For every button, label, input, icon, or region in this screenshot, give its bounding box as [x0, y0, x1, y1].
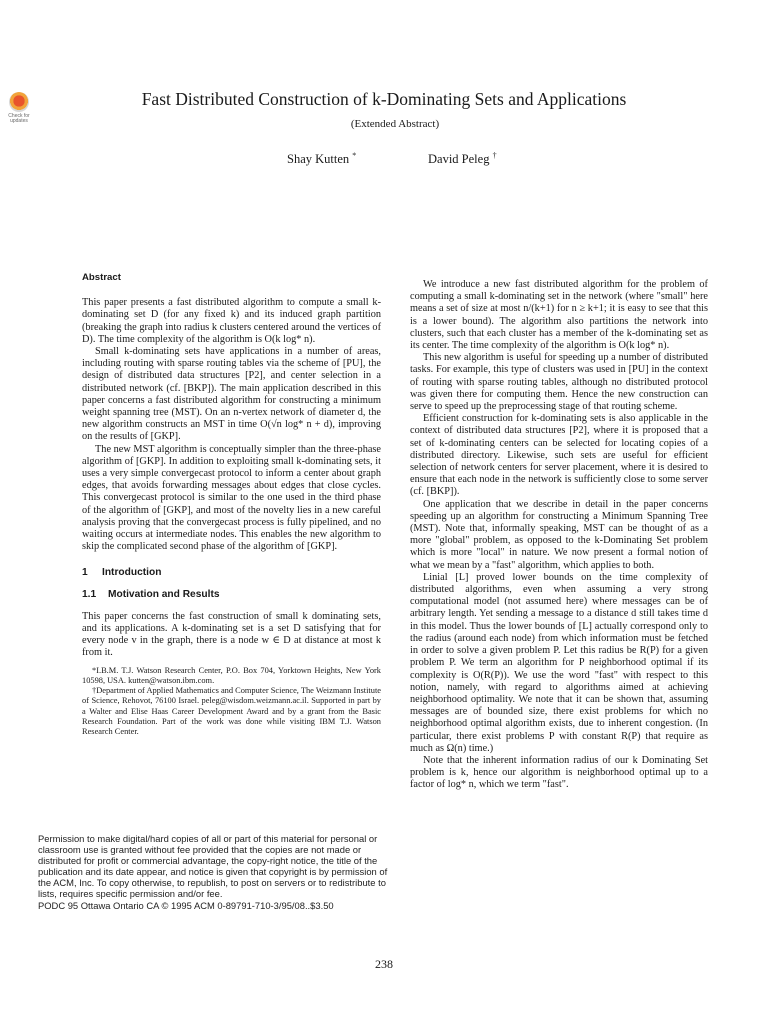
section-1-1-title: Motivation and Results — [108, 588, 220, 600]
paper-subtitle: (Extended Abstract) — [350, 118, 440, 130]
right-paragraph-4: One application that we describe in detail in the paper concerns speeding up an algorithm for constructing a Minimum Spanning Tree (MST). Note that, informally speaking, MST can be thought of as a more "global" problem, as opposed to the k-Dominating Set problem which is more "local" in nature. We now present a formal notion of what we mean by a "fast" algorithm, which applies to both. — [410, 498, 708, 571]
footnote-1: *I.B.M. T.J. Watson Research Center, P.O. Box 704, Yorktown Heights, New York 10598, USA. kutten@watson.ibm.com. — [82, 665, 381, 685]
paper-title: Fast Distributed Construction of k-Dominating Sets and Applications — [141, 89, 627, 109]
section-1-1-heading — [82, 589, 381, 601]
abstract-paragraph-1: This paper presents a fast distributed algorithm to compute a small k-dominating set D (for any fixed k) and its induced graph partition (breaking the graph into radius k clusters centered around the vertices of D). The time complexity of the algorithm is O(k log* n). — [82, 297, 381, 345]
abstract-heading: Abstract — [82, 272, 121, 283]
permission-text: Permission to make digital/hard copies of all or part of this material for personal or classroom use is granted without fee provided that the copies are not made or distributed for profit or commercial advantage, the copy-right notice, the title of the publication and its date appear, and notice is given that copyright is by permission of the ACM, Inc. To copy otherwise, to republish, to post on servers or to redistribute to lists, requires specific permission and/or fee. — [38, 833, 388, 900]
badge-label: Check for updates — [8, 113, 30, 124]
abstract-paragraph-3: The new MST algorithm is conceptually simpler than the three-phase algorithm of [GKP]. In addition to exploiting small k-dominating sets, it uses a very simple convergecast protocol to inform a center about graph edges, that avoids forwarding messages about edges that close cycles. This convergecast protocol is similar to the one used in the third phase of the algorithm of [GKP], and most of the novelty lies in a new careful analysis proving that the convergecast process is fully pipelined, and no waiting occurs at intermediate nodes. This enables the new algorithm to skip the complicated second phase of the algorithm of [GKP]. — [82, 443, 381, 553]
right-paragraph-1: We introduce a new fast distributed algorithm for the problem of computing a small k-dominating set in the network (where "small" here means a set of size at most n/(k+1) for n ≥ k+1; it is easy to see that this is a lower bound). The algorithm also partitions the network into clusters, such that each cluster has a member of the k-dominating set as its center. The time complexity of the algorithm is O(k log* n). — [410, 279, 708, 352]
abstract-paragraph-2: Small k-dominating sets have applications in a number of areas, including routing with sparse routing tables via the scheme of [PU], the design of distributed data structures [P2], and center selection in a distributed network (cf. [BKP]). The main application described in this paper concerns a fast distributed algorithm for constructing a minimum weight spanning tree (MST). On an n-vertex network of diameter d, the new algorithm constructs an MST in time O(√n log* n + d), improving on the results of [GKP]. — [82, 346, 381, 443]
author-1-mark: * — [352, 151, 357, 160]
right-paragraph-5: Linial [L] proved lower bounds on the time complexity of distributed algorithms, even when assuming a very strong computational model (not assumed here) where messages can be of arbitrary length. Yet sending a message to a distance d still takes time d in this model. Thus the lower bounds of [L] actually correspond only to the radius (around each node) from which information must be fetched in order to solve a given problem P. Let this radius be R(P) for a given problem P. We term an algorithm for P neighborhood optimal if its complexity is O(R(P)). We use the word "fast" with respect to this notion, namely, with regard to algorithms aimed at achieving neighborhood optimality. We note that it can be shown that, assuming messages are of bounded size, there exist problems for which no neighborhood optimal algorithm exists, due to inherent congestion. (In particular, there exist problems P with constant R(P) that require as much as Ω(n) time.) — [410, 571, 708, 754]
author-1-name: Shay Kutten — [287, 152, 350, 167]
right-paragraph-6: Note that the inherent information radius of our k Dominating Set problem is k, hence our algorithm is neighborhood optimal up to a factor of log* n, which we term "fast". — [410, 754, 708, 791]
section-1-heading — [82, 567, 381, 579]
section-1-title: Introduction — [102, 567, 162, 579]
right-column — [410, 279, 708, 792]
section-1-1-number: 1.1 — [82, 588, 97, 600]
right-paragraph-2: This new algorithm is useful for speeding up a number of distributed tasks. For example, this type of clusters was used in [PU] in the context of routing with sparse routing tables, although no distributed protocol was given there for computing them. Hence the new construction can serve to speed up the preprocessing stage of that routing scheme. — [410, 352, 708, 413]
left-column — [82, 272, 381, 737]
author-2-name: David Peleg — [428, 152, 490, 167]
page-number: 238 — [375, 957, 393, 971]
author-1 — [287, 151, 356, 167]
footnotes — [82, 666, 381, 737]
intro-paragraph: This paper concerns the fast construction of small k dominating sets, and its applications. A k-dominating set is a set D satisfying that for every node v in the graph, there is a node w ∈ D at distance at most k from it. — [82, 610, 381, 659]
copyright-line: PODC 95 Ottawa Ontario CA © 1995 ACM 0-89791-710-3/95/08..$3.50 — [38, 899, 334, 911]
author-2-mark: † — [492, 151, 497, 160]
right-paragraph-3: Efficient construction for k-dominating sets is also applicable in the context of distributed data structures [P2], where it is proposed that a set of k-dominating centers can be selected for locating copies of a distributed directory. Likewise, such sets are useful for efficient selection of network centers for server placement, where it is desired to ensure that each node in the network is sufficiently close to some server (cf. [BKP]). — [410, 413, 708, 498]
author-2 — [428, 151, 497, 167]
permission-notice — [38, 833, 396, 911]
section-1-number: 1 — [82, 567, 88, 579]
footnote-2: †Department of Applied Mathematics and Computer Science, The Weizmann Institute of Science, Rehovot, 76100 Israel. peleg@wisdom.weizmann.ac.il. Supported in part by a Walter and Elise Haas Career Development Award and by a grant from the Basic Research Foundation. Part of the work was done while visiting IBM T.J. Watson Research Center. — [82, 686, 381, 736]
